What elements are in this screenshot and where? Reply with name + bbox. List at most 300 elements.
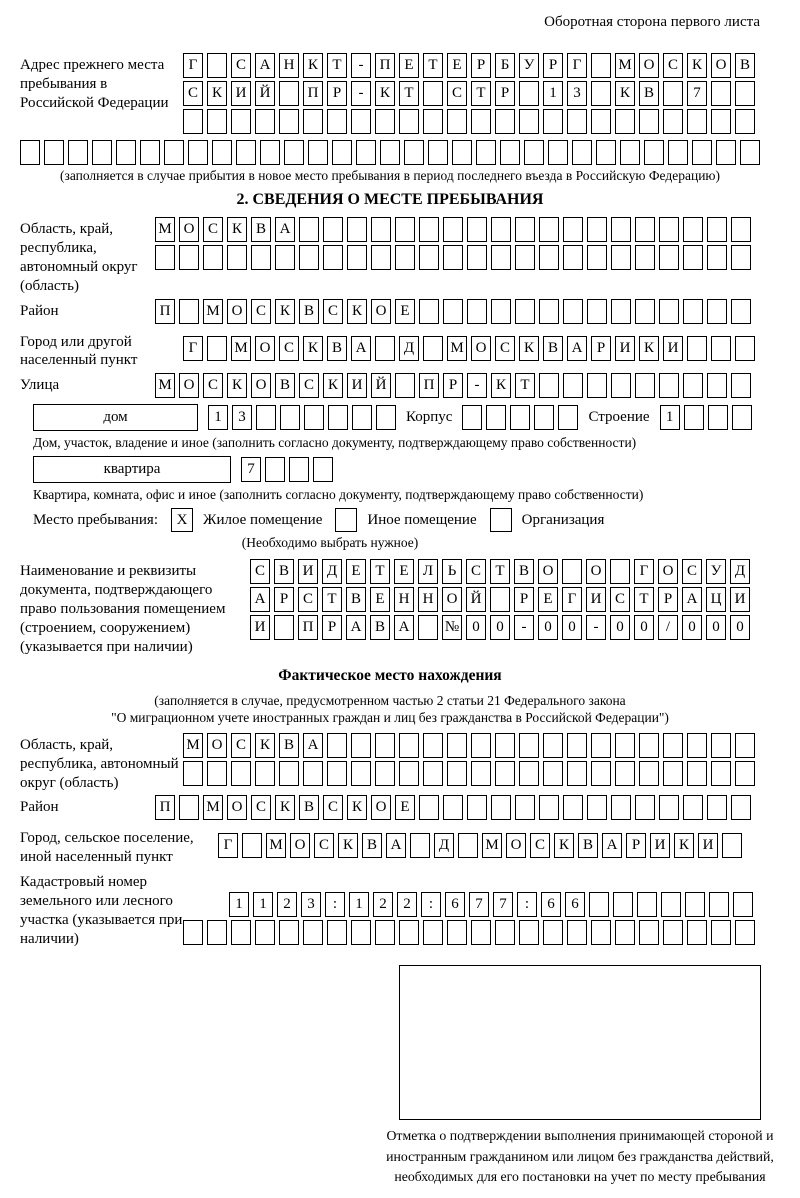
char-cell[interactable] [447,920,467,945]
checkbox-organization[interactable] [490,508,512,532]
char-cell[interactable] [524,140,544,165]
char-cell[interactable]: 2 [277,892,297,917]
char-cell[interactable]: 0 [538,615,558,640]
char-cell[interactable]: Р [274,587,294,612]
char-cell[interactable] [683,299,703,324]
char-cell[interactable]: 6 [565,892,585,917]
char-cell[interactable]: С [279,336,299,361]
char-cell[interactable] [203,245,223,270]
char-cell[interactable] [447,761,467,786]
char-cell[interactable]: О [227,299,247,324]
char-cell[interactable] [279,81,299,106]
char-cell[interactable]: А [567,336,587,361]
char-cell[interactable] [395,373,415,398]
char-cell[interactable]: И [650,833,670,858]
char-cell[interactable] [543,733,563,758]
char-cell[interactable] [611,373,631,398]
char-cell[interactable]: О [639,53,659,78]
char-cell[interactable] [611,299,631,324]
char-cell[interactable]: С [323,795,343,820]
char-cell[interactable] [467,299,487,324]
char-cell[interactable]: У [519,53,539,78]
char-cell[interactable]: В [543,336,563,361]
char-cell[interactable] [20,140,40,165]
char-cell[interactable] [458,833,478,858]
char-cell[interactable] [467,795,487,820]
char-cell[interactable]: Т [471,81,491,106]
char-cell[interactable] [591,733,611,758]
char-cell[interactable]: Ь [442,559,462,584]
char-cell[interactable]: А [394,615,414,640]
char-cell[interactable]: Г [183,53,203,78]
char-cell[interactable]: А [275,217,295,242]
char-cell[interactable]: С [203,217,223,242]
char-cell[interactable] [639,920,659,945]
char-cell[interactable] [423,920,443,945]
char-cell[interactable] [375,109,395,134]
char-cell[interactable]: 0 [730,615,750,640]
char-cell[interactable]: Г [567,53,587,78]
char-cell[interactable]: Т [370,559,390,584]
char-cell[interactable]: К [275,795,295,820]
char-cell[interactable]: 6 [541,892,561,917]
char-cell[interactable]: Р [443,373,463,398]
char-cell[interactable] [615,761,635,786]
char-cell[interactable] [567,109,587,134]
char-cell[interactable] [471,109,491,134]
char-cell[interactable] [589,892,609,917]
char-cell[interactable] [635,373,655,398]
char-cell[interactable]: О [207,733,227,758]
char-cell[interactable]: К [615,81,635,106]
char-cell[interactable] [299,245,319,270]
char-cell[interactable]: П [303,81,323,106]
char-cell[interactable] [255,920,275,945]
char-cell[interactable]: В [299,795,319,820]
char-cell[interactable]: Й [371,373,391,398]
char-cell[interactable] [615,733,635,758]
char-cell[interactable] [375,336,395,361]
char-cell[interactable] [519,81,539,106]
char-cell[interactable] [661,892,681,917]
char-cell[interactable] [375,920,395,945]
char-cell[interactable] [731,299,751,324]
char-cell[interactable]: К [338,833,358,858]
char-cell[interactable] [687,733,707,758]
char-cell[interactable]: К [207,81,227,106]
char-cell[interactable] [423,109,443,134]
char-cell[interactable] [323,245,343,270]
char-cell[interactable] [731,217,751,242]
char-cell[interactable] [543,109,563,134]
char-cell[interactable] [495,109,515,134]
char-cell[interactable]: И [615,336,635,361]
char-cell[interactable] [663,733,683,758]
char-cell[interactable] [164,140,184,165]
char-cell[interactable] [519,109,539,134]
char-cell[interactable]: С [298,587,318,612]
char-cell[interactable] [236,140,256,165]
char-cell[interactable] [684,405,704,430]
char-cell[interactable]: Р [327,81,347,106]
char-cell[interactable]: С [530,833,550,858]
char-cell[interactable] [659,373,679,398]
char-cell[interactable] [491,795,511,820]
char-cell[interactable]: 3 [567,81,587,106]
char-cell[interactable]: Д [730,559,750,584]
char-cell[interactable]: 3 [232,405,252,430]
char-cell[interactable] [179,299,199,324]
char-cell[interactable]: Р [322,615,342,640]
char-cell[interactable] [443,245,463,270]
char-cell[interactable] [711,81,731,106]
char-cell[interactable]: Д [399,336,419,361]
char-cell[interactable]: Г [562,587,582,612]
char-cell[interactable]: С [231,733,251,758]
char-cell[interactable] [708,405,728,430]
char-cell[interactable] [491,245,511,270]
char-cell[interactable] [279,761,299,786]
char-cell[interactable] [490,587,510,612]
char-cell[interactable]: О [442,587,462,612]
char-cell[interactable] [179,795,199,820]
char-cell[interactable]: К [639,336,659,361]
char-cell[interactable] [735,761,755,786]
char-cell[interactable]: К [347,299,367,324]
char-cell[interactable]: У [706,559,726,584]
char-cell[interactable]: А [303,733,323,758]
char-cell[interactable] [356,140,376,165]
char-cell[interactable]: Л [418,559,438,584]
char-cell[interactable] [637,892,657,917]
char-cell[interactable]: О [179,217,199,242]
char-cell[interactable] [644,140,664,165]
char-cell[interactable]: Т [490,559,510,584]
char-cell[interactable] [183,109,203,134]
char-cell[interactable] [735,336,755,361]
char-cell[interactable] [380,140,400,165]
char-cell[interactable] [635,217,655,242]
char-cell[interactable] [567,733,587,758]
char-cell[interactable]: И [698,833,718,858]
char-cell[interactable] [539,245,559,270]
char-cell[interactable] [591,920,611,945]
char-cell[interactable] [183,920,203,945]
char-cell[interactable]: Р [543,53,563,78]
char-cell[interactable] [304,405,324,430]
char-cell[interactable] [548,140,568,165]
char-cell[interactable]: К [323,373,343,398]
char-cell[interactable]: Е [447,53,467,78]
char-cell[interactable]: С [447,81,467,106]
char-cell[interactable] [491,217,511,242]
char-cell[interactable]: Е [395,299,415,324]
char-cell[interactable]: И [347,373,367,398]
char-cell[interactable]: В [275,373,295,398]
char-cell[interactable]: Т [515,373,535,398]
char-cell[interactable] [663,109,683,134]
char-cell[interactable] [563,795,583,820]
char-cell[interactable] [419,245,439,270]
char-cell[interactable] [639,109,659,134]
char-cell[interactable]: Р [495,81,515,106]
char-cell[interactable] [419,299,439,324]
char-cell[interactable]: Т [634,587,654,612]
char-cell[interactable] [716,140,736,165]
char-cell[interactable]: Ц [706,587,726,612]
char-cell[interactable]: 1 [253,892,273,917]
char-cell[interactable] [683,795,703,820]
char-cell[interactable] [371,245,391,270]
char-cell[interactable]: 2 [373,892,393,917]
char-cell[interactable] [615,109,635,134]
house-type-box[interactable]: дом [33,404,198,431]
char-cell[interactable] [255,109,275,134]
char-cell[interactable] [327,920,347,945]
char-cell[interactable]: П [298,615,318,640]
char-cell[interactable]: К [674,833,694,858]
apartment-type-box[interactable]: квартира [33,456,231,483]
char-cell[interactable] [572,140,592,165]
char-cell[interactable] [299,217,319,242]
char-cell[interactable] [620,140,640,165]
char-cell[interactable] [207,109,227,134]
char-cell[interactable] [207,336,227,361]
char-cell[interactable]: О [251,373,271,398]
char-cell[interactable] [284,140,304,165]
char-cell[interactable]: Т [327,53,347,78]
char-cell[interactable]: К [491,373,511,398]
char-cell[interactable]: С [203,373,223,398]
char-cell[interactable] [395,245,415,270]
char-cell[interactable]: Н [418,587,438,612]
char-cell[interactable]: К [227,373,247,398]
char-cell[interactable] [663,761,683,786]
char-cell[interactable] [371,217,391,242]
char-cell[interactable] [447,109,467,134]
char-cell[interactable] [663,920,683,945]
char-cell[interactable]: 3 [301,892,321,917]
char-cell[interactable]: О [371,795,391,820]
char-cell[interactable] [404,140,424,165]
char-cell[interactable] [410,833,430,858]
char-cell[interactable] [332,140,352,165]
char-cell[interactable] [587,373,607,398]
char-cell[interactable] [534,405,554,430]
char-cell[interactable]: С [495,336,515,361]
char-cell[interactable]: Е [538,587,558,612]
char-cell[interactable] [140,140,160,165]
char-cell[interactable]: - [351,81,371,106]
char-cell[interactable]: 1 [660,405,680,430]
char-cell[interactable] [179,245,199,270]
char-cell[interactable] [44,140,64,165]
char-cell[interactable] [279,920,299,945]
char-cell[interactable]: В [639,81,659,106]
char-cell[interactable]: Т [399,81,419,106]
char-cell[interactable]: О [471,336,491,361]
char-cell[interactable] [419,795,439,820]
char-cell[interactable]: М [231,336,251,361]
char-cell[interactable] [692,140,712,165]
char-cell[interactable] [735,81,755,106]
char-cell[interactable] [255,761,275,786]
char-cell[interactable] [562,559,582,584]
char-cell[interactable] [351,109,371,134]
char-cell[interactable] [687,336,707,361]
char-cell[interactable] [274,615,294,640]
char-cell[interactable]: 2 [397,892,417,917]
char-cell[interactable]: М [203,795,223,820]
char-cell[interactable]: - [467,373,487,398]
char-cell[interactable] [563,373,583,398]
char-cell[interactable]: Р [471,53,491,78]
char-cell[interactable] [707,795,727,820]
char-cell[interactable] [659,245,679,270]
char-cell[interactable]: С [231,53,251,78]
char-cell[interactable]: К [255,733,275,758]
char-cell[interactable]: С [299,373,319,398]
char-cell[interactable]: А [351,336,371,361]
char-cell[interactable]: В [735,53,755,78]
char-cell[interactable]: А [250,587,270,612]
char-cell[interactable]: А [255,53,275,78]
char-cell[interactable]: : [421,892,441,917]
char-cell[interactable] [188,140,208,165]
char-cell[interactable] [668,140,688,165]
char-cell[interactable]: И [298,559,318,584]
char-cell[interactable]: К [375,81,395,106]
char-cell[interactable]: Е [370,587,390,612]
char-cell[interactable] [539,217,559,242]
char-cell[interactable]: Р [658,587,678,612]
char-cell[interactable] [351,761,371,786]
char-cell[interactable]: Т [322,587,342,612]
char-cell[interactable] [328,405,348,430]
char-cell[interactable]: М [266,833,286,858]
char-cell[interactable]: 7 [241,457,261,482]
char-cell[interactable]: М [155,217,175,242]
char-cell[interactable]: И [663,336,683,361]
char-cell[interactable] [212,140,232,165]
char-cell[interactable]: К [303,53,323,78]
char-cell[interactable] [587,217,607,242]
char-cell[interactable] [323,217,343,242]
char-cell[interactable] [275,245,295,270]
char-cell[interactable]: 7 [493,892,513,917]
char-cell[interactable] [722,833,742,858]
char-cell[interactable]: Р [514,587,534,612]
char-cell[interactable] [495,733,515,758]
char-cell[interactable] [486,405,506,430]
char-cell[interactable]: П [375,53,395,78]
char-cell[interactable] [352,405,372,430]
char-cell[interactable]: М [203,299,223,324]
char-cell[interactable]: 1 [229,892,249,917]
char-cell[interactable] [303,109,323,134]
char-cell[interactable]: Т [423,53,443,78]
char-cell[interactable] [683,373,703,398]
char-cell[interactable]: А [386,833,406,858]
char-cell[interactable] [709,892,729,917]
char-cell[interactable] [289,457,309,482]
char-cell[interactable] [731,245,751,270]
checkbox-other-premises[interactable] [335,508,357,532]
char-cell[interactable] [731,373,751,398]
char-cell[interactable] [495,761,515,786]
char-cell[interactable]: Г [218,833,238,858]
char-cell[interactable]: Г [183,336,203,361]
char-cell[interactable]: И [250,615,270,640]
char-cell[interactable]: С [251,299,271,324]
char-cell[interactable]: 0 [706,615,726,640]
char-cell[interactable]: К [227,217,247,242]
char-cell[interactable]: О [538,559,558,584]
char-cell[interactable]: А [346,615,366,640]
char-cell[interactable]: 0 [610,615,630,640]
char-cell[interactable] [735,733,755,758]
char-cell[interactable]: П [155,299,175,324]
char-cell[interactable]: В [299,299,319,324]
char-cell[interactable]: Й [255,81,275,106]
char-cell[interactable] [399,920,419,945]
char-cell[interactable]: О [255,336,275,361]
checkbox-residential[interactable]: X [171,508,193,532]
char-cell[interactable] [347,217,367,242]
char-cell[interactable]: И [730,587,750,612]
char-cell[interactable]: С [323,299,343,324]
char-cell[interactable] [68,140,88,165]
char-cell[interactable]: 1 [543,81,563,106]
char-cell[interactable] [351,733,371,758]
char-cell[interactable]: № [442,615,462,640]
char-cell[interactable] [395,217,415,242]
char-cell[interactable] [567,920,587,945]
char-cell[interactable] [519,761,539,786]
char-cell[interactable] [452,140,472,165]
char-cell[interactable]: В [514,559,534,584]
char-cell[interactable] [443,299,463,324]
char-cell[interactable] [399,109,419,134]
char-cell[interactable] [711,761,731,786]
char-cell[interactable] [279,109,299,134]
char-cell[interactable] [687,761,707,786]
char-cell[interactable]: П [155,795,175,820]
char-cell[interactable] [591,81,611,106]
char-cell[interactable] [231,920,251,945]
char-cell[interactable] [471,761,491,786]
char-cell[interactable]: Н [394,587,414,612]
char-cell[interactable] [615,920,635,945]
char-cell[interactable] [563,245,583,270]
char-cell[interactable] [543,761,563,786]
char-cell[interactable]: М [482,833,502,858]
char-cell[interactable]: С [466,559,486,584]
char-cell[interactable] [732,405,752,430]
char-cell[interactable] [515,217,535,242]
char-cell[interactable]: В [327,336,347,361]
char-cell[interactable]: С [251,795,271,820]
char-cell[interactable] [423,761,443,786]
char-cell[interactable] [707,373,727,398]
char-cell[interactable]: В [346,587,366,612]
char-cell[interactable] [423,336,443,361]
char-cell[interactable] [663,81,683,106]
char-cell[interactable] [260,140,280,165]
char-cell[interactable] [251,245,271,270]
char-cell[interactable] [596,140,616,165]
char-cell[interactable] [467,217,487,242]
